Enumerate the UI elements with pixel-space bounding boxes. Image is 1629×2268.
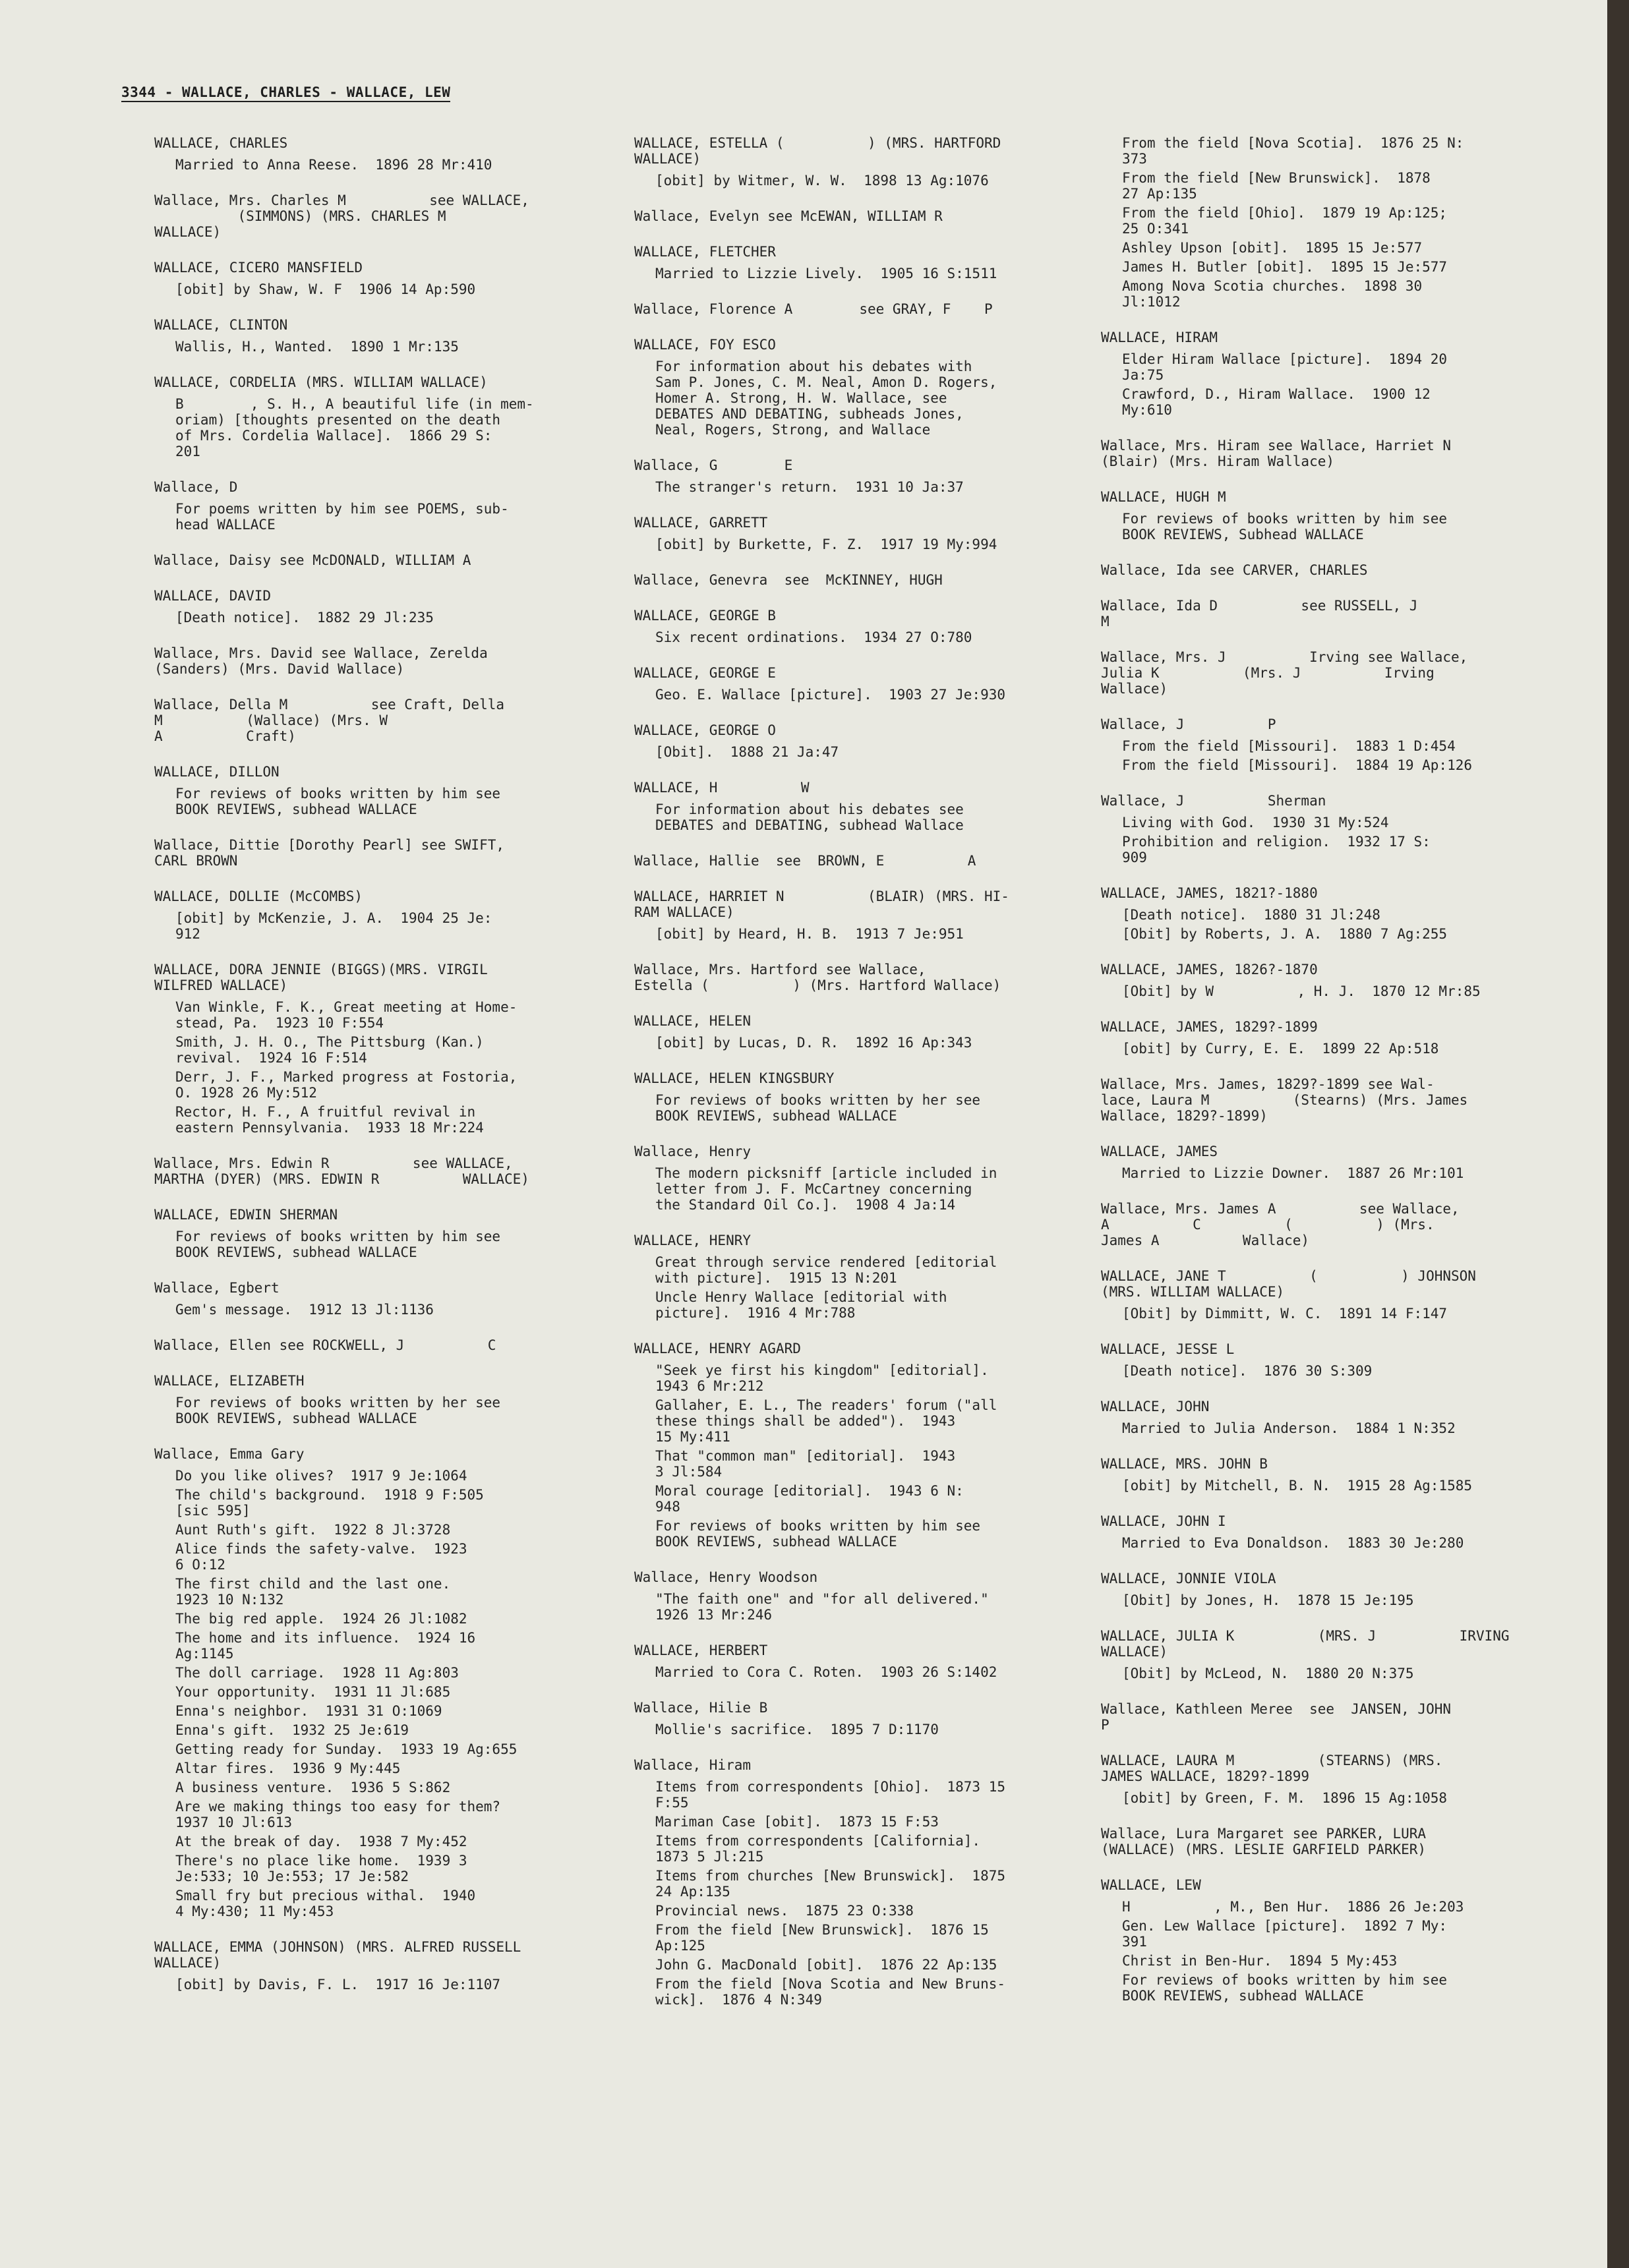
entry-citation: From the field [Missouri]. 1884 19 Ap:126 xyxy=(1122,757,1473,773)
entry-citation: [obit] by McKenzie, J. A. 1904 25 Je: 912 xyxy=(175,910,492,942)
entry-citation: Married to Lizzie Downer. 1887 26 Mr:101 xyxy=(1122,1165,1464,1181)
entry-heading: Wallace, Evelyn see McEWAN, WILLIAM R xyxy=(634,208,943,224)
entry-citation: The doll carriage. 1928 11 Ag:803 xyxy=(175,1665,459,1681)
index-entry xyxy=(154,697,609,744)
index-entry xyxy=(634,457,1063,495)
entry-heading: Wallace, J Sherman xyxy=(1101,793,1326,809)
page-header: 3344 - WALLACE, CHARLES - WALLACE, LEW xyxy=(121,84,450,102)
index-entry xyxy=(1101,962,1549,999)
entry-citation: Items from correspondents [Ohio]. 1873 15 F:55 xyxy=(655,1779,1006,1811)
entry-heading: WALLACE, MRS. JOHN B xyxy=(1101,1456,1268,1472)
entry-heading: WALLACE, GEORGE B xyxy=(634,608,776,624)
index-entry xyxy=(154,374,609,459)
entry-heading: Wallace, Ellen see ROCKWELL, J C xyxy=(154,1337,496,1353)
entry-heading: Wallace, Ida see CARVER, CHARLES xyxy=(1101,562,1368,578)
entry-citation: [Obit] by W , H. J. 1870 12 Mr:85 xyxy=(1122,983,1481,999)
entry-citation: From the field [Ohio]. 1879 19 Ap:125; 25 O:341 xyxy=(1122,205,1448,237)
index-entry xyxy=(634,1700,1063,1737)
index-entry xyxy=(154,135,609,173)
entry-citation: The home and its influence. 1924 16 Ag:1145 xyxy=(175,1630,476,1662)
entry-heading: Wallace, Kathleen Meree see JANSEN, JOHN P xyxy=(1101,1701,1452,1733)
entry-heading: WALLACE, DAVID xyxy=(154,588,272,604)
index-entry xyxy=(1101,1571,1549,1608)
index-entry xyxy=(634,1341,1063,1550)
entry-heading: Wallace, J P xyxy=(1101,716,1276,732)
entry-citation: The big red apple. 1924 26 Jl:1082 xyxy=(175,1611,467,1627)
index-entry xyxy=(154,837,609,869)
index-entry xyxy=(1101,649,1549,697)
entry-heading: WALLACE, JAMES, 1829?-1899 xyxy=(1101,1019,1318,1035)
entry-citation: [Obit] by McLeod, N. 1880 20 N:375 xyxy=(1122,1666,1414,1681)
entry-heading: WALLACE, DILLON xyxy=(154,764,280,780)
index-entry xyxy=(1101,489,1549,542)
entry-heading: WALLACE, GARRETT xyxy=(634,515,768,531)
entry-citation: [obit] by Mitchell, B. N. 1915 28 Ag:1585 xyxy=(1122,1478,1473,1494)
entry-citation: [Obit] by Dimmitt, W. C. 1891 14 F:147 xyxy=(1122,1306,1448,1322)
index-entry xyxy=(154,1939,609,1992)
index-entry xyxy=(1101,135,1549,310)
index-entry xyxy=(634,1569,1063,1623)
index-entry xyxy=(634,244,1063,281)
entry-heading: Wallace, Mrs. James, 1829?-1899 see Wal- lace, Laura M (Stearns) (Mrs. James Wallace, 1829?-1899) xyxy=(1101,1076,1468,1124)
entry-citation: "Seek ye first his kingdom" [editorial]. 1943 6 Mr:212 xyxy=(655,1362,989,1394)
entry-heading: Wallace, Henry xyxy=(634,1144,752,1159)
index-entry xyxy=(154,1207,609,1260)
index-entry xyxy=(1101,1399,1549,1436)
index-entry xyxy=(1101,1456,1549,1494)
entry-citation: B , S. H., A beautiful life (in mem- oriam) [thoughts presented on the death of Mrs. Cordelia Wallace]. 1866 29 S: 201 xyxy=(175,396,534,459)
entry-citation: Ashley Upson [obit]. 1895 15 Je:577 xyxy=(1122,240,1423,256)
index-entry xyxy=(634,337,1063,438)
entry-heading: WALLACE, EMMA (JOHNSON) (MRS. ALFRED RUSSELL WALLACE) xyxy=(154,1939,521,1971)
entry-heading: Wallace, Emma Gary xyxy=(154,1446,305,1462)
entry-heading: WALLACE, EDWIN SHERMAN xyxy=(154,1207,338,1223)
index-entry xyxy=(1101,330,1549,418)
entry-heading: WALLACE, FLETCHER xyxy=(634,244,776,260)
entry-citation: Moral courage [editorial]. 1943 6 N: 948 xyxy=(655,1483,964,1515)
entry-heading: Wallace, Hallie see BROWN, E A xyxy=(634,853,976,869)
entry-heading: Wallace, Mrs. James A see Wallace, A C ( ) (Mrs. James A Wallace) xyxy=(1101,1201,1460,1248)
entry-heading: Wallace, G E xyxy=(634,457,793,473)
index-entry xyxy=(154,1373,609,1426)
index-entry xyxy=(634,780,1063,833)
entry-citation: That "common man" [editorial]. 1943 3 Jl:584 xyxy=(655,1448,956,1480)
entry-heading: Wallace, Mrs. Hiram see Wallace, Harriet N (Blair) (Mrs. Hiram Wallace) xyxy=(1101,438,1452,469)
entry-heading: Wallace, Ida D see RUSSELL, J M xyxy=(1101,598,1418,629)
entry-heading: WALLACE, CLINTON xyxy=(154,317,288,333)
entry-citation: From the field [Nova Scotia]. 1876 25 N: 373 xyxy=(1122,135,1464,167)
entry-heading: WALLACE, JOHN xyxy=(1101,1399,1210,1414)
index-entry xyxy=(154,645,609,677)
entry-heading: WALLACE, CORDELIA (MRS. WILLIAM WALLACE) xyxy=(154,374,488,390)
entry-citation: For reviews of books written by her see BOOK REVIEWS, subhead WALLACE xyxy=(655,1092,981,1124)
column-2 xyxy=(634,135,1063,2027)
index-entry xyxy=(634,722,1063,760)
entry-citation: Gem's message. 1912 13 Jl:1136 xyxy=(175,1302,434,1318)
entry-citation: Your opportunity. 1931 11 Jl:685 xyxy=(175,1684,451,1700)
index-entry xyxy=(1101,793,1549,865)
entry-heading: Wallace, D xyxy=(154,479,238,495)
index-entry xyxy=(154,588,609,625)
entry-heading: WALLACE, DOLLIE (McCOMBS) xyxy=(154,888,363,904)
entry-citation: The first child and the last one. 1923 10 N:132 xyxy=(175,1576,451,1608)
index-entry xyxy=(634,853,1063,869)
entry-heading: WALLACE, CICERO MANSFIELD xyxy=(154,260,363,276)
index-entry xyxy=(1101,1877,1549,2004)
index-entry xyxy=(634,135,1063,189)
index-entry xyxy=(154,317,609,355)
entry-heading: WALLACE, HELEN xyxy=(634,1013,752,1029)
entry-citation: For poems written by him see POEMS, sub- head WALLACE xyxy=(175,501,509,533)
entry-citation: [Death notice]. 1876 30 S:309 xyxy=(1122,1363,1373,1379)
entry-citation: Van Winkle, F. K., Great meeting at Home- stead, Pa. 1923 10 F:554 xyxy=(175,999,518,1031)
entry-citation: Crawford, D., Hiram Wallace. 1900 12 My:610 xyxy=(1122,386,1431,418)
index-entry xyxy=(634,608,1063,645)
entry-heading: WALLACE, JESSE L xyxy=(1101,1341,1235,1357)
entry-citation: Uncle Henry Wallace [editorial with picture]. 1916 4 Mr:788 xyxy=(655,1289,947,1321)
entry-citation: Gallaher, E. L., The readers' forum ("all these things shall be added"). 1943 15 My:411 xyxy=(655,1397,997,1445)
entry-heading: Wallace, Mrs. J Irving see Wallace, Julia K (Mrs. J Irving Wallace) xyxy=(1101,649,1468,697)
entry-citation: James H. Butler [obit]. 1895 15 Je:577 xyxy=(1122,259,1448,275)
entry-heading: Wallace, Mrs. David see Wallace, Zerelda (Sanders) (Mrs. David Wallace) xyxy=(154,645,488,677)
entry-heading: Wallace, Henry Woodson xyxy=(634,1569,818,1585)
entry-heading: Wallace, Hiram xyxy=(634,1757,752,1773)
entry-citation: [Obit] by Roberts, J. A. 1880 7 Ag:255 xyxy=(1122,926,1448,942)
entry-citation: [Obit] by Jones, H. 1878 15 Je:195 xyxy=(1122,1592,1414,1608)
entry-heading: WALLACE, ESTELLA ( ) (MRS. HARTFORD WALLACE) xyxy=(634,135,1001,167)
entry-citation: For reviews of books written by him see BOOK REVIEWS, subhead WALLACE xyxy=(175,1229,501,1260)
entry-heading: WALLACE, ELIZABETH xyxy=(154,1373,305,1389)
entry-citation: Mariman Case [obit]. 1873 15 F:53 xyxy=(655,1814,939,1830)
index-entry xyxy=(634,572,1063,588)
entry-citation: The modern picksniff [article included in letter from J. F. McCartney concerning the Standard Oil Co.]. 1908 4 Ja:14 xyxy=(655,1165,997,1213)
entry-heading: WALLACE, HERBERT xyxy=(634,1643,768,1658)
entry-citation: For reviews of books written by him see BOOK REVIEWS, Subhead WALLACE xyxy=(1122,511,1448,542)
entry-heading: WALLACE, JANE T ( ) JOHNSON (MRS. WILLIAM WALLACE) xyxy=(1101,1268,1476,1300)
entry-heading: WALLACE, GEORGE O xyxy=(634,722,776,738)
index-entry xyxy=(634,301,1063,317)
index-entry xyxy=(1101,1076,1549,1124)
entry-citation: Mollie's sacrifice. 1895 7 D:1170 xyxy=(655,1722,939,1737)
entry-citation: [obit] by Shaw, W. F 1906 14 Ap:590 xyxy=(175,281,476,297)
entry-heading: WALLACE, JONNIE VIOLA xyxy=(1101,1571,1276,1586)
entry-heading: Wallace, Dittie [Dorothy Pearl] see SWIFT, CARL BROWN xyxy=(154,837,505,869)
entry-heading: WALLACE, FOY ESCO xyxy=(634,337,776,353)
entry-heading: WALLACE, JAMES, 1826?-1870 xyxy=(1101,962,1318,977)
entry-heading: Wallace, Della M see Craft, Della M (Wallace) (Mrs. W A Craft) xyxy=(154,697,505,744)
entry-citation: John G. MacDonald [obit]. 1876 22 Ap:135 xyxy=(655,1957,997,1973)
entry-heading: Wallace, Egbert xyxy=(154,1280,280,1296)
index-entry xyxy=(1101,1513,1549,1551)
index-entry xyxy=(1101,1201,1549,1248)
entry-heading: Wallace, Florence A see GRAY, F P xyxy=(634,301,993,317)
entry-citation: Enna's gift. 1932 25 Je:619 xyxy=(175,1722,409,1738)
entry-citation: Prohibition and religion. 1932 17 S: 909 xyxy=(1122,834,1431,865)
entry-citation: Items from correspondents [California]. 1873 5 Jl:215 xyxy=(655,1833,981,1865)
entry-heading: Wallace, Hilie B xyxy=(634,1700,768,1716)
entry-citation: [Death notice]. 1880 31 Jl:248 xyxy=(1122,907,1380,923)
index-entry xyxy=(154,1446,609,1919)
entry-citation: Items from churches [New Brunswick]. 1875 24 Ap:135 xyxy=(655,1868,1006,1900)
entry-citation: [obit] by Witmer, W. W. 1898 13 Ag:1076 xyxy=(655,173,989,189)
entry-citation: Married to Anna Reese. 1896 28 Mr:410 xyxy=(175,157,492,173)
index-entry xyxy=(634,208,1063,224)
entry-heading: WALLACE, H W xyxy=(634,780,810,796)
index-entry xyxy=(634,665,1063,703)
index-entry xyxy=(154,552,609,568)
entry-heading: WALLACE, LAURA M (STEARNS) (MRS. JAMES WALLACE, 1829?-1899 xyxy=(1101,1753,1443,1784)
index-entry xyxy=(1101,562,1549,578)
entry-heading: Wallace, Mrs. Edwin R see WALLACE, MARTHA (DYER) (MRS. EDWIN R WALLACE) xyxy=(154,1155,529,1187)
entry-citation: Married to Lizzie Lively. 1905 16 S:1511 xyxy=(655,266,997,281)
entry-heading: WALLACE, HARRIET N (BLAIR) (MRS. HI- RAM WALLACE) xyxy=(634,888,1009,920)
entry-citation: A business venture. 1936 5 S:862 xyxy=(175,1780,451,1795)
entry-heading: WALLACE, JAMES, 1821?-1880 xyxy=(1101,885,1318,901)
index-entry xyxy=(154,1337,609,1353)
entry-citation: [obit] by Curry, E. E. 1899 22 Ap:518 xyxy=(1122,1041,1439,1057)
entry-citation: [Obit]. 1888 21 Ja:47 xyxy=(655,744,839,760)
index-entry xyxy=(634,515,1063,552)
index-entry xyxy=(154,888,609,942)
entry-heading: Wallace, Genevra see McKINNEY, HUGH xyxy=(634,572,943,588)
index-entry xyxy=(1101,1019,1549,1057)
entry-citation: Do you like olives? 1917 9 Je:1064 xyxy=(175,1468,467,1484)
entry-heading: Wallace, Mrs. Hartford see Wallace, Estella ( ) (Mrs. Hartford Wallace) xyxy=(634,962,1001,993)
entry-citation: For information about his debates with Sam P. Jones, C. M. Neal, Amon D. Rogers, Homer A. Strong, H. W. Wallace, see DEBATES AND DEBATING, subheads Jones, Neal, Rogers, Strong, and Wallace xyxy=(655,359,997,438)
index-entry xyxy=(634,1233,1063,1321)
index-entry xyxy=(1101,1341,1549,1379)
index-entry xyxy=(634,1013,1063,1051)
entry-heading: Wallace, Mrs. Charles M see WALLACE, (SIMMONS) (MRS. CHARLES M WALLACE) xyxy=(154,192,529,240)
entry-citation: Aunt Ruth's gift. 1922 8 Jl:3728 xyxy=(175,1522,451,1538)
entry-heading: WALLACE, JULIA K (MRS. J IRVING WALLACE) xyxy=(1101,1628,1510,1660)
entry-citation: Geo. E. Wallace [picture]. 1903 27 Je:930 xyxy=(655,687,1006,703)
index-entry xyxy=(1101,1268,1549,1322)
entry-heading: WALLACE, LEW xyxy=(1101,1877,1201,1893)
entry-heading: WALLACE, CHARLES xyxy=(154,135,288,151)
entry-citation: Wallis, H., Wanted. 1890 1 Mr:135 xyxy=(175,339,459,355)
entry-citation: Small fry but precious withal. 1940 4 My:430; 11 My:453 xyxy=(175,1888,476,1919)
index-entry xyxy=(1101,1144,1549,1181)
entry-heading: WALLACE, HELEN KINGSBURY xyxy=(634,1070,835,1086)
index-entry xyxy=(1101,598,1549,629)
entry-citation: At the break of day. 1938 7 My:452 xyxy=(175,1834,467,1849)
index-entry xyxy=(154,479,609,533)
index-entry xyxy=(634,888,1063,942)
index-entry xyxy=(154,962,609,1136)
entry-citation: H , M., Ben Hur. 1886 26 Je:203 xyxy=(1122,1899,1464,1915)
index-entry xyxy=(1101,885,1549,942)
entry-citation: For reviews of books written by him see BOOK REVIEWS, subhead WALLACE xyxy=(175,786,501,817)
index-entry xyxy=(154,192,609,240)
entry-citation: Altar fires. 1936 9 My:445 xyxy=(175,1760,401,1776)
index-entry xyxy=(634,1144,1063,1213)
entry-citation: Gen. Lew Wallace [picture]. 1892 7 My: 391 xyxy=(1122,1918,1448,1950)
entry-citation: Married to Eva Donaldson. 1883 30 Je:280 xyxy=(1122,1535,1464,1551)
entry-citation: For reviews of books written by him see BOOK REVIEWS, subhead WALLACE xyxy=(655,1518,981,1550)
entry-citation: The stranger's return. 1931 10 Ja:37 xyxy=(655,479,964,495)
index-entry xyxy=(1101,1701,1549,1733)
entry-citation: Six recent ordinations. 1934 27 O:780 xyxy=(655,629,972,645)
entry-citation: There's no place like home. 1939 3 Je:533; 10 Je:553; 17 Je:582 xyxy=(175,1853,467,1884)
entry-citation: Elder Hiram Wallace [picture]. 1894 20 Ja:75 xyxy=(1122,351,1448,383)
entry-heading: WALLACE, JOHN I xyxy=(1101,1513,1226,1529)
index-entry xyxy=(1101,1628,1549,1681)
entry-heading: WALLACE, JAMES xyxy=(1101,1144,1218,1159)
entry-citation: Getting ready for Sunday. 1933 19 Ag:655 xyxy=(175,1741,518,1757)
index-entry xyxy=(154,1155,609,1187)
entry-citation: Smith, J. H. O., The Pittsburg (Kan.) revival. 1924 16 F:514 xyxy=(175,1034,484,1066)
entry-heading: WALLACE, HUGH M xyxy=(1101,489,1226,505)
index-entry xyxy=(1101,1753,1549,1806)
entry-citation: From the field [Missouri]. 1883 1 D:454 xyxy=(1122,738,1456,754)
entry-citation: For reviews of books written by her see BOOK REVIEWS, subhead WALLACE xyxy=(175,1395,501,1426)
book-spine-edge xyxy=(1607,0,1629,2268)
entry-citation: [obit] by Lucas, D. R. 1892 16 Ap:343 xyxy=(655,1035,972,1051)
index-entry xyxy=(154,260,609,297)
column-3 xyxy=(1101,135,1549,2023)
entry-citation: Are we making things too easy for them? 1937 10 Jl:613 xyxy=(175,1799,501,1830)
entry-citation: The child's background. 1918 9 F:505 [sic 595] xyxy=(175,1487,484,1519)
entry-citation: For reviews of books written by him see BOOK REVIEWS, subhead WALLACE xyxy=(1122,1972,1448,2004)
index-entry xyxy=(154,1280,609,1318)
index-entry xyxy=(1101,716,1549,773)
entry-citation: Great through service rendered [editorial with picture]. 1915 13 N:201 xyxy=(655,1254,997,1286)
entry-heading: Wallace, Lura Margaret see PARKER, LURA (WALLACE) (MRS. LESLIE GARFIELD PARKER) xyxy=(1101,1826,1427,1857)
entry-heading: WALLACE, HIRAM xyxy=(1101,330,1218,345)
entry-citation: Enna's neighbor. 1931 31 O:1069 xyxy=(175,1703,442,1719)
entry-citation: For information about his debates see DEBATES and DEBATING, subhead Wallace xyxy=(655,801,964,833)
entry-citation: Provincial news. 1875 23 O:338 xyxy=(655,1903,914,1919)
index-entry xyxy=(1101,438,1549,469)
entry-citation: Married to Julia Anderson. 1884 1 N:352 xyxy=(1122,1420,1456,1436)
entry-citation: "The faith one" and "for all delivered." 1926 13 Mr:246 xyxy=(655,1591,989,1623)
index-entry xyxy=(154,764,609,817)
column-1 xyxy=(154,135,609,2012)
index-entry xyxy=(634,1070,1063,1124)
entry-citation: [obit] by Burkette, F. Z. 1917 19 My:994 xyxy=(655,537,997,552)
entry-citation: [Death notice]. 1882 29 Jl:235 xyxy=(175,610,434,625)
index-entry xyxy=(1101,1826,1549,1857)
entry-citation: From the field [Nova Scotia and New Bruns- wick]. 1876 4 N:349 xyxy=(655,1976,1006,2008)
entry-heading: WALLACE, DORA JENNIE (BIGGS)(MRS. VIRGIL WILFRED WALLACE) xyxy=(154,962,488,993)
entry-citation: [obit] by Green, F. M. 1896 15 Ag:1058 xyxy=(1122,1790,1448,1806)
entry-citation: Christ in Ben-Hur. 1894 5 My:453 xyxy=(1122,1953,1398,1969)
entry-heading: Wallace, Daisy see McDONALD, WILLIAM A xyxy=(154,552,471,568)
entry-citation: Among Nova Scotia churches. 1898 30 Jl:1012 xyxy=(1122,278,1423,310)
entry-citation: [obit] by Heard, H. B. 1913 7 Je:951 xyxy=(655,926,964,942)
entry-citation: [obit] by Davis, F. L. 1917 16 Je:1107 xyxy=(175,1977,501,1992)
entry-citation: Alice finds the safety-valve. 1923 6 O:12 xyxy=(175,1541,467,1573)
entry-citation: From the field [New Brunswick]. 1878 27 Ap:135 xyxy=(1122,170,1431,202)
index-entry xyxy=(634,1643,1063,1680)
index-entry xyxy=(634,962,1063,993)
entry-citation: Living with God. 1930 31 My:524 xyxy=(1122,815,1389,830)
entry-citation: From the field [New Brunswick]. 1876 15 Ap:125 xyxy=(655,1922,989,1954)
entry-citation: Rector, H. F., A fruitful revival in eastern Pennsylvania. 1933 18 Mr:224 xyxy=(175,1104,484,1136)
entry-heading: WALLACE, HENRY AGARD xyxy=(634,1341,801,1356)
index-entry xyxy=(634,1757,1063,2008)
entry-citation: Married to Cora C. Roten. 1903 26 S:1402 xyxy=(655,1664,997,1680)
entry-citation: Derr, J. F., Marked progress at Fostoria, O. 1928 26 My:512 xyxy=(175,1069,518,1101)
entry-heading: WALLACE, HENRY xyxy=(634,1233,752,1248)
entry-heading: WALLACE, GEORGE E xyxy=(634,665,776,681)
